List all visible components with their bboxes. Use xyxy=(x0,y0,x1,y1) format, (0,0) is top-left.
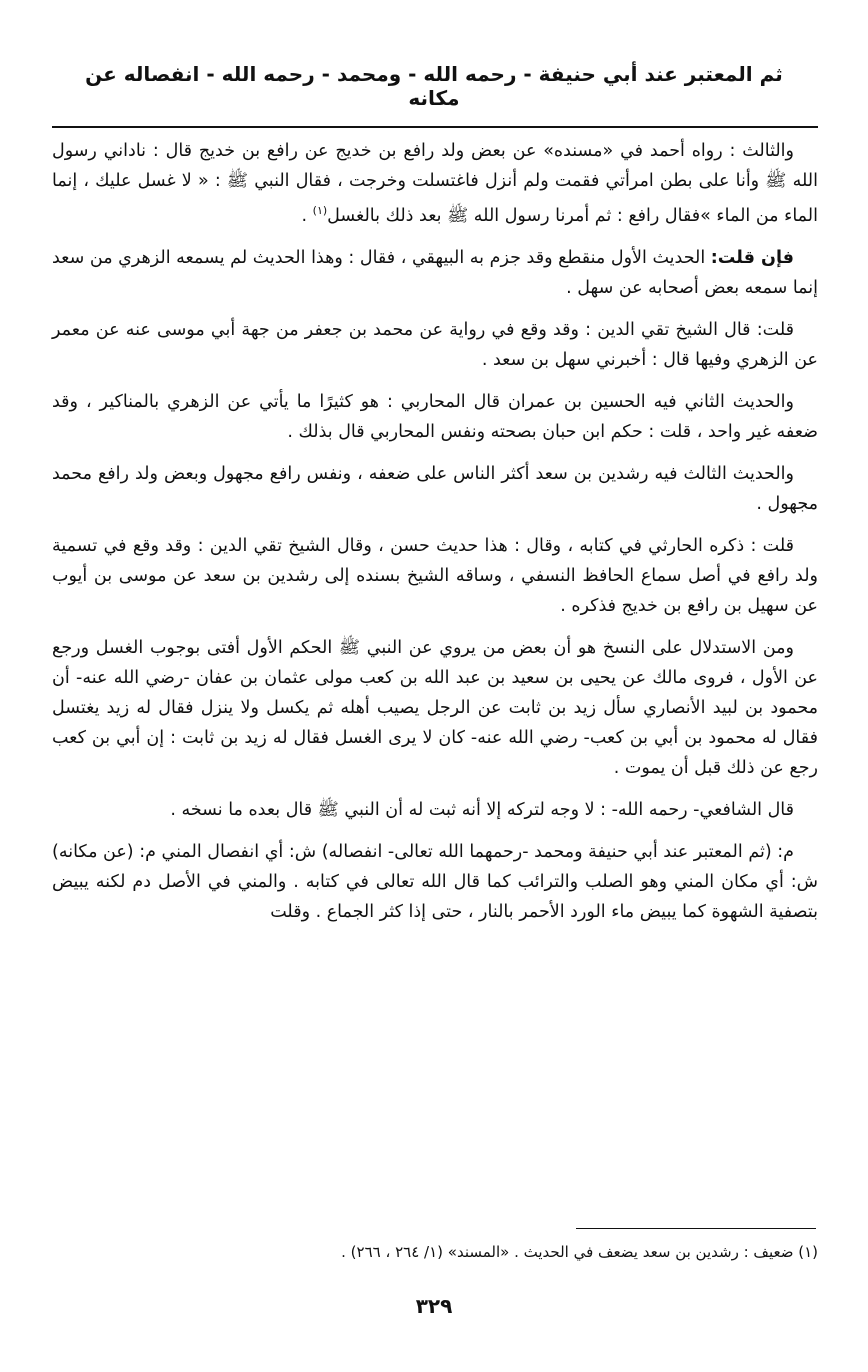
main-text xyxy=(52,136,818,939)
paragraph-7: ومن الاستدلال على النسخ هو أن بعض من يروي عن النبي ﷺ الحكم الأول أفتى بوجوب الغسل ورجع عن الأول ، فروى مالك عن يحيى بن سعيد بن عبد الله بن كعب مولى عثمان بن عفان -رضي الله عنه- أن محمود بن لبيد الأنصاري سأل زيد بن ثابت عن الرجل يصيب أهله ثم يكسل ولا ينزل فقال له زيد يغتسل فقال له محمود بن أبي بن كعب- رضي الله عنه- كان لا يرى الغسل فقال له زيد بن ثابت : إن أبي بن كعب رجع عن ذلك قبل أن يموت . xyxy=(52,637,818,778)
paragraph-6: قلت : ذكره الحارثي في كتابه ، وقال : هذا حديث حسن ، وقال الشيخ تقي الدين : وقد وقع في تسمية ولد رافع في أصل سماع الحافظ النسفي ، وساقه الشيخ بسنده إلى رشدين بن سعد عن موسى بن أيوب عن سهيل بن رافع بن خديج فذكره . xyxy=(52,535,818,616)
footnote-reference: (١) xyxy=(312,204,328,217)
paragraph-2-lead: فإن قلت: xyxy=(710,247,794,268)
paragraph-1 xyxy=(52,136,818,231)
running-header: ثم المعتبر عند أبي حنيفة - رحمه الله - ومحمد - رحمه الله - انفصاله عن مكانه xyxy=(85,62,783,110)
paragraph-8: قال الشافعي- رحمه الله- : لا وجه لتركه إلا أنه ثبت له أن النبي ﷺ قال بعده ما نسخه . xyxy=(170,799,794,820)
paragraph-3: قلت: قال الشيخ تقي الدين : وقد وقع في رواية عن محمد بن جعفر من جهة أبي موسى عنه عن معمر عن الزهري وفيها قال : أخبرني سهل بن سعد . xyxy=(52,319,818,370)
paragraph-2-text: الحديث الأول منقطع وقد جزم به البيهقي ، فقال : وهذا الحديث لم يسمعه الزهري من سعد إنما سمعه بعض أصحابه عن سهل . xyxy=(52,247,818,298)
paragraph-9: م: (ثم المعتبر عند أبي حنيفة ومحمد -رحمهما الله تعالى- انفصاله) ش: أي انفصال المني م: (عن مكانه) ش: أي مكان المني وهو الصلب والترائب كما قال الله تعالى في كتابه . والمني في الأصل دم لكنه يبيض بتصفية الشهوة كما يبيض ماء الورد الأحمر بالنار ، حتى إذا كثر الجماع . وقلت xyxy=(52,841,818,922)
footnote-divider xyxy=(576,1228,816,1229)
paragraph-2 xyxy=(52,243,818,303)
paragraph-1-text: والثالث : رواه أحمد في «مسنده» عن بعض ولد رافع بن خديج عن رافع بن خديج قال : ناداني رسول الله ﷺ وأنا على بطن امرأتي فقمت ولم أنزل فاغتسلت وخرجت ، فقال النبي ﷺ : « لا غسل عليك ، إنما الماء من الماء »فقال رافع : ثم أمرنا رسول الله ﷺ بعد ذلك بالغسل xyxy=(52,141,818,226)
header-divider xyxy=(52,126,818,128)
footnote: (١) ضعيف : رشدين بن سعد يضعف في الحديث . «المسند» (١/ ٢٦٤ ، ٢٦٦) . xyxy=(341,1243,818,1261)
page-number: ٣٢٩ xyxy=(415,1294,453,1318)
paragraph-5: والحديث الثالث فيه رشدين بن سعد أكثر الناس على ضعفه ، ونفس رافع مجهول وبعض ولد رافع محمد مجهول . xyxy=(52,463,818,514)
paragraph-4: والحديث الثاني فيه الحسين بن عمران قال المحاربي : هو كثيرًا ما يأتي عن الزهري بالمناكير ، وقد ضعفه غير واحد ، قلت : حكم ابن حبان بصحته ونفس المحاربي قال بذلك . xyxy=(52,391,818,442)
paragraph-1-end: . xyxy=(301,205,313,226)
